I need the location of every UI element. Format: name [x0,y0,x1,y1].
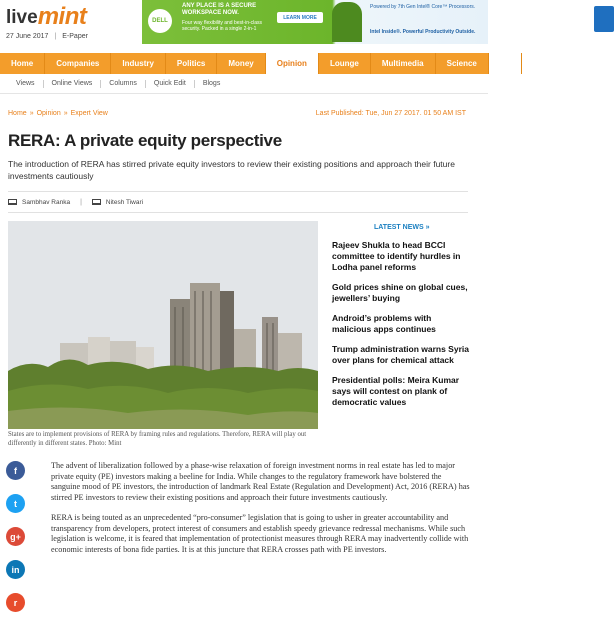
current-date: 27 June 2017 [6,33,49,40]
nav-companies[interactable]: Companies [45,53,111,74]
reddit-icon[interactable]: r [6,593,25,612]
article-paragraph: RERA is being touted as an unprecedented “pro-consumer” legislation that is going to usher in greater accountability and transparency from developers, protect interest of consumers and establish speedy grievance redressal mechanisms. While such legislation is welcome, it is feared that implementation of protectionist measures through RERA may inadvertently collide with economic interests of bona fide parties. It is at this juncture that RERA crosses path with PE investors. [51,513,469,554]
breadcrumb: Home » Opinion » Expert View [8,110,108,117]
twitter-icon[interactable]: t [6,494,25,513]
social-share-bar [6,461,28,626]
subnav-blogs[interactable]: Blogs [202,79,221,87]
site-header [0,0,488,50]
latest-news-item[interactable]: Android’s problems with malicious apps continues [332,313,436,334]
article-standfirst: The introduction of RERA has stirred private equity investors to review their existing positions and approach their future investments cautiously [8,159,455,181]
facebook-icon[interactable]: f [6,461,25,480]
mail-icon [8,199,17,205]
breadcrumb-opinion[interactable]: Opinion [36,110,61,117]
skyline-illustration [8,221,318,429]
nav-home[interactable]: Home [0,53,45,74]
nav-multimedia[interactable]: Multimedia [371,53,436,74]
latest-news-list [332,240,470,417]
mail-icon [92,199,101,205]
latest-news-item[interactable]: Trump administration warns Syria over plans for chemical attack [332,344,469,365]
ad-subline: Four way flexibility and best-in-class security. Packed in a single 2-in-1 [182,20,263,32]
breadcrumb-home[interactable]: Home [8,110,27,117]
nav-industry[interactable]: Industry [111,53,166,74]
latest-news-item[interactable]: Rajeev Shukla to head BCCI committee to identify hurdles in Lodha panel reforms [332,240,461,272]
intel-badge-icon [594,6,614,32]
photo-caption: States are to implement provisions of RERA by framing rules and regulations. Therefore, RERA will play out differently in different states. Photo: Mint [8,431,307,447]
latest-news-item[interactable]: Gold prices shine on global cues, jewellers’ buying [332,282,468,303]
date-line: 27 June 2017 | E-Paper [6,33,88,40]
nav-money[interactable]: Money [217,53,265,74]
author-2[interactable]: Nitesh Tiwari [92,199,143,206]
article-body [51,461,471,565]
latest-news-item[interactable]: Presidential polls: Meira Kumar says will contest on plank of democratic values [332,375,460,407]
last-published: Last Published: Tue, Jun 27 2017. 01 50 AM IST [315,110,466,117]
byline: Sambhav Ranka | Nitesh Tiwari [8,191,468,213]
subnav-views[interactable]: Views [8,80,44,88]
subnav-columns[interactable]: Columns [101,80,146,88]
livemint-logo[interactable]: live mint [6,3,87,30]
nav-lounge[interactable]: Lounge [319,53,371,74]
ad-right-tagline: Intel Inside®. Powerful Productivity Outside. [370,29,476,35]
sub-nav [0,74,488,94]
ad-headline: ANY PLACE IS A SECURE WORKSPACE NOW. [182,3,257,16]
linkedin-icon[interactable]: in [6,560,25,579]
main-nav [0,53,511,74]
nav-science[interactable]: Science [436,53,489,74]
nav-opinion[interactable]: Opinion [266,53,319,74]
nav-politics[interactable]: Politics [166,53,217,74]
article-photo [8,221,318,429]
ad-person-image [332,2,362,42]
author-1[interactable]: Sambhav Ranka [8,199,70,206]
ad-learn-more-button[interactable]: LEARN MORE [277,12,323,23]
google-plus-icon[interactable]: g+ [6,527,25,546]
breadcrumb-expert-view[interactable]: Expert View [70,110,108,117]
dell-logo: DELL [148,9,172,33]
subnav-online-views[interactable]: Online Views [44,80,102,88]
nav-sports[interactable]: Sp [489,53,522,74]
article-title: RERA: A private equity perspective [8,131,282,150]
epaper-link[interactable]: E-Paper [62,33,88,40]
latest-news-heading[interactable]: LATEST NEWS » [374,224,430,231]
subnav-quick-edit[interactable]: Quick Edit [146,80,195,88]
article-paragraph: The advent of liberalization followed by a phase-wise relaxation of foreign investment norms in real estate has led to major private equity (PE) investors making a beeline for India. While changes to the regulatory framework have bolstered the sanguine mood of PE investors, the introduction of landmark Real Estate (Regulation and Development) Act, 2016 (RERA) has stirred PE investors to review their existing positions and approach their future investments cautiously. [51,461,470,502]
ad-right-text: Powered by 7th Gen Intel® Core™ Processors. [370,4,476,10]
banner-ad[interactable] [142,0,488,44]
